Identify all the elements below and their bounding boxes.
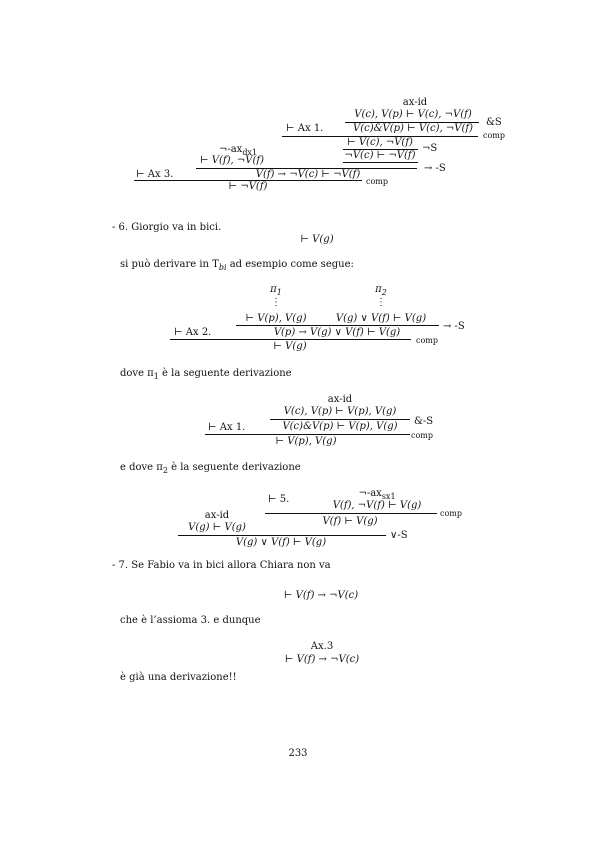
negax-label: $\neg-ax_{dx1}$: [218, 144, 258, 157]
formula: ⊢ V(g): [300, 234, 334, 245]
formula: ⊢ V(f) → ¬V(c): [284, 654, 360, 665]
formula: V(g) ⊢ V(g): [188, 522, 246, 533]
text: dove $\pi_1$ è la seguente derivazione: [120, 368, 292, 381]
formula: V(p) → V(g) ∨ V(f) ⊢ V(g): [273, 327, 401, 338]
axiom-label: ⊢ Ax 2.: [174, 327, 212, 338]
formula: V(c)&V(p) ⊢ V(c), ¬V(f): [353, 123, 473, 134]
inference-line: [343, 162, 418, 163]
dots: ⋮: [271, 297, 281, 308]
dots: ⋮: [376, 297, 386, 308]
axiom-label: ⊢ Ax 3.: [136, 169, 174, 180]
formula: V(f) ⊢ V(g): [322, 516, 378, 527]
text: è già una derivazione!!: [120, 672, 237, 683]
formula: V(c), V(p) ⊢ V(c), ¬V(f): [354, 109, 472, 120]
rule-label: &S: [486, 117, 502, 128]
axid-label: ax-id: [204, 510, 230, 521]
formula: V(g) ∨ V(f) ⊢ V(g): [335, 313, 427, 324]
rule-label: ¬S: [422, 143, 438, 154]
inference-line: [236, 325, 439, 326]
rule-label: → -S: [443, 321, 465, 332]
axiom-label: Ax.3: [310, 641, 334, 652]
formula: V(g) ∨ V(f) ⊢ V(g): [235, 537, 327, 548]
inference-line: [270, 419, 410, 420]
formula: ⊢ V(p), V(g): [245, 313, 307, 324]
axiom-label: ⊢ 5.: [268, 494, 290, 505]
formula: ⊢ ¬V(f): [228, 181, 268, 192]
formula: V(c)&V(p) ⊢ V(p), V(g): [282, 421, 398, 432]
formula: ⊢ V(p), V(g): [275, 436, 337, 447]
inference-line: [170, 339, 411, 340]
rule-label: comp: [416, 336, 439, 345]
formula: V(f) → ¬V(c) ⊢ ¬V(f): [255, 169, 361, 180]
negax-label: $\neg-ax_{sx1}$: [358, 488, 396, 501]
page-number: 233: [288, 748, 308, 759]
axiom-label: ⊢ Ax 1.: [286, 123, 324, 134]
item-label: - 7. Se Fabio va in bici allora Chiara non va: [112, 560, 331, 571]
formula: ⊢ V(f) → ¬V(c): [283, 590, 359, 601]
item-label: - 6. Giorgio va in bici.: [112, 222, 222, 233]
rule-label: comp: [483, 131, 506, 140]
rule-label: comp: [411, 431, 434, 440]
pi2-label: $\pi_2$: [375, 284, 387, 297]
formula: V(f), ¬V(f) ⊢ V(g): [332, 500, 422, 511]
formula: ⊢ V(c), ¬V(f): [347, 137, 413, 148]
pi1-label: $\pi_1$: [270, 284, 282, 297]
inference-line: [265, 513, 437, 514]
text: e dove $\pi_2$ è la seguente derivazione: [120, 462, 301, 475]
rule-label: &-S: [414, 416, 434, 427]
formula: ⊢ V(f), ¬V(f): [200, 155, 264, 166]
text: che è l’assioma 3. e dunque: [120, 615, 261, 626]
axid-label: ax-id: [402, 97, 428, 108]
axiom-label: ⊢ Ax 1.: [208, 422, 246, 433]
axid-label: ax-id: [327, 394, 353, 405]
rule-label: comp: [440, 509, 463, 518]
inference-line: [205, 434, 410, 435]
formula: ¬V(c) ⊢ ¬V(f): [344, 150, 416, 161]
formula: ⊢ V(g): [273, 341, 307, 352]
rule-label: → -S: [424, 163, 446, 174]
inference-line: [178, 535, 386, 536]
text: si può derivare in $T_{bi}$ ad esempio come segue:: [120, 259, 354, 272]
rule-label: comp: [366, 177, 389, 186]
rule-label: ∨-S: [390, 530, 408, 541]
formula: V(c), V(p) ⊢ V(p), V(g): [283, 406, 397, 417]
